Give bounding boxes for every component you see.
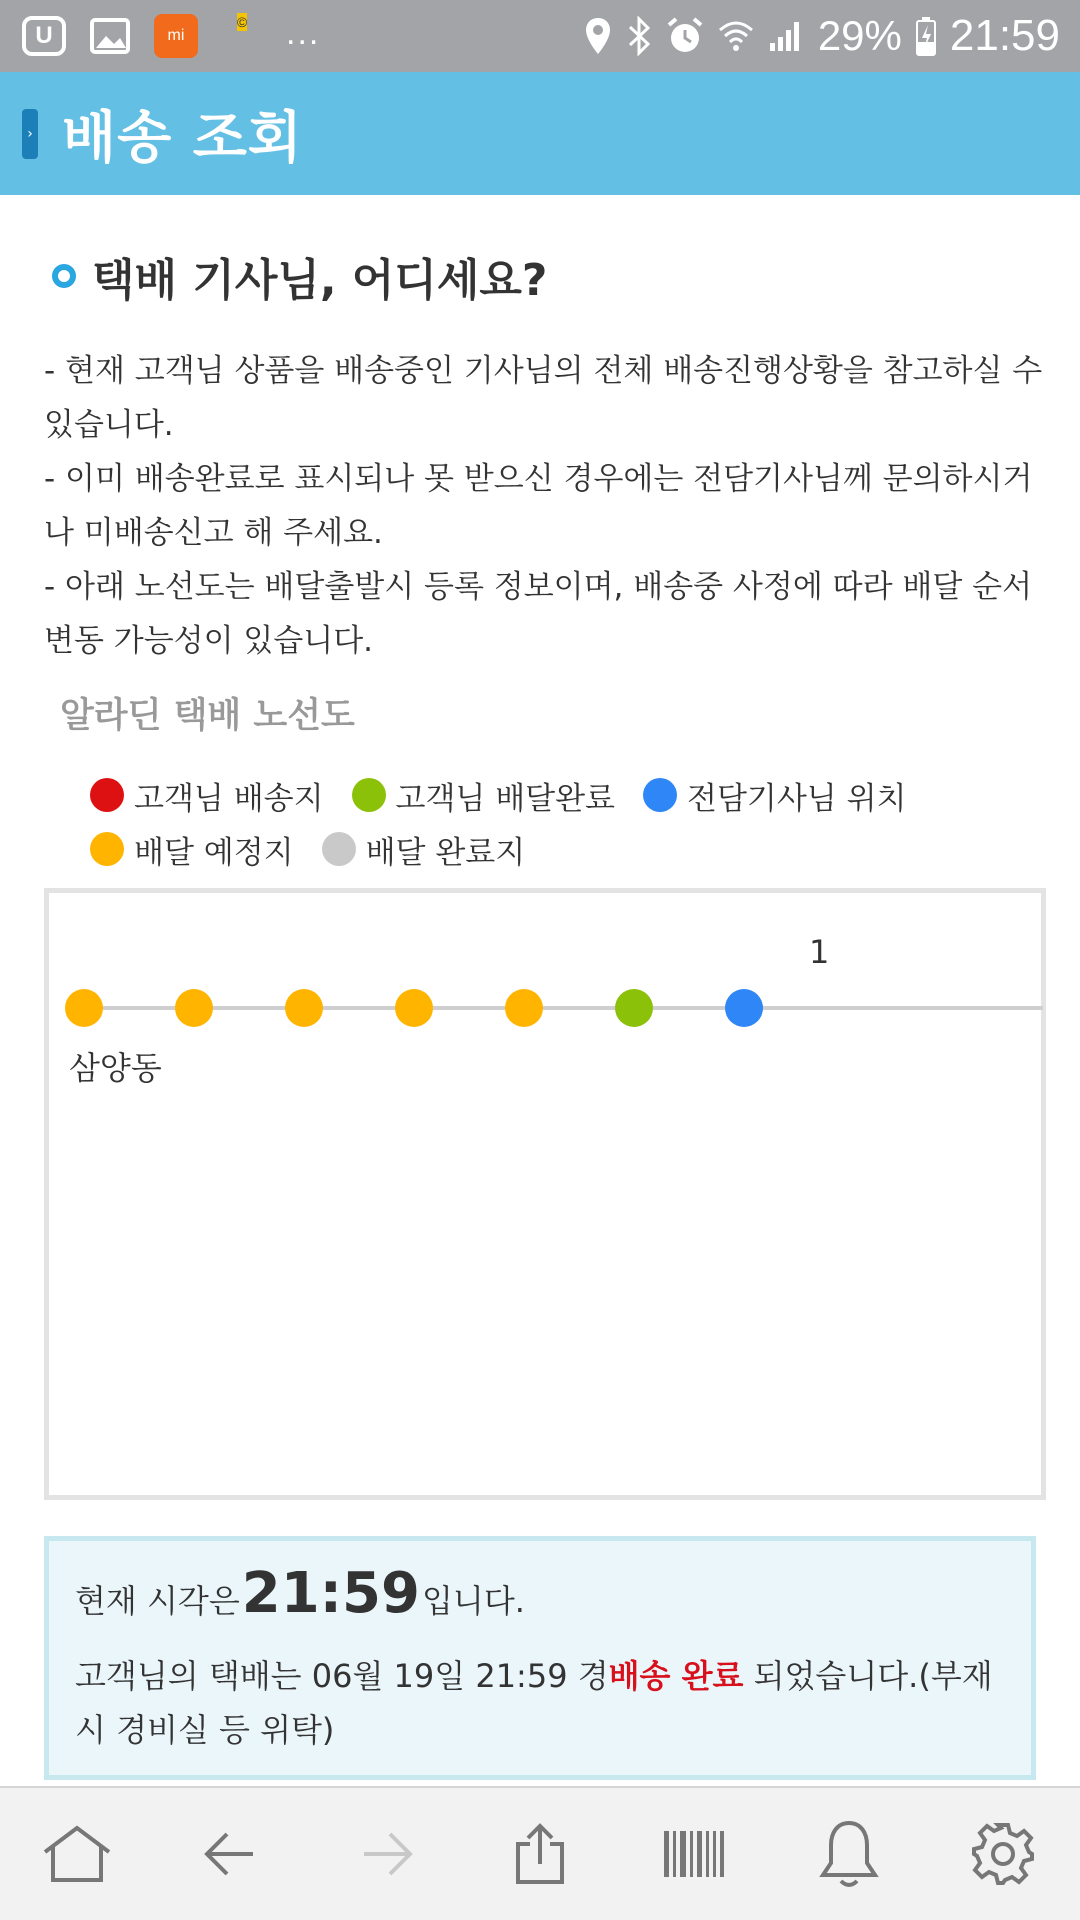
delivery-status-box [44, 1536, 1036, 1780]
route-stop [725, 989, 763, 1027]
status-bar [0, 0, 1080, 72]
stop-label-samyang: 삼양동 [69, 1049, 162, 1087]
alarm-icon [666, 16, 704, 56]
route-stop [285, 989, 323, 1027]
legend-completed-stop [322, 827, 526, 872]
delivery-prefix: 고객님의 택배는 06월 19일 21:59 경 [75, 1657, 609, 1695]
route-map-title: 알라딘 택배 노선도 [60, 696, 355, 736]
legend-label: 고객님 배달완료 [395, 780, 616, 817]
gallery-icon [90, 18, 130, 54]
legend-dot-blue [643, 778, 677, 812]
current-time-line [75, 1561, 1005, 1649]
route-stop [505, 989, 543, 1027]
settings-gear-icon [970, 1821, 1036, 1887]
time-suffix: 입니다. [422, 1582, 525, 1620]
legend-label: 고객님 배송지 [134, 780, 324, 817]
wifi-icon [718, 18, 754, 54]
notice-item: - 현재 고객님 상품을 배송중인 기사님의 전체 배송진행상황을 참고하실 수 있습니다. [44, 353, 1043, 443]
stop-count-marker: 1 [809, 933, 830, 971]
forward-button[interactable] [341, 1809, 431, 1899]
bluetooth-icon [626, 16, 652, 56]
legend-dot-gray [322, 832, 356, 866]
legend-label: 배달 예정지 [134, 834, 294, 871]
legend-dot-orange [90, 832, 124, 866]
current-time: 21:59 [241, 1561, 420, 1626]
route-stop [615, 989, 653, 1027]
circle-bullet-icon [52, 264, 76, 288]
location-icon [584, 16, 612, 56]
section-heading [52, 244, 547, 308]
route-legend [90, 768, 1050, 876]
time-prefix: 현재 시각은 [75, 1582, 240, 1620]
mi-app-icon [154, 14, 198, 58]
notice-list [44, 344, 1044, 668]
legend-customer-delivered [352, 773, 615, 818]
notice-item: - 아래 노선도는 배달출발시 등록 정보이며, 배송중 사정에 따라 배달 순서 변동 가능성이 있습니다. [44, 569, 1033, 659]
route-stop [175, 989, 213, 1027]
home-button[interactable] [32, 1809, 122, 1899]
status-time: 21:59 [949, 11, 1060, 60]
signal-icon [768, 19, 804, 53]
route-line [93, 1006, 1043, 1010]
side-menu-tab[interactable]: › [22, 109, 38, 159]
battery-percent: 29% [817, 12, 902, 59]
share-icon [514, 1822, 566, 1886]
mi-app-label: mi [167, 27, 185, 44]
page-header [0, 72, 1080, 195]
battery-charging-icon [916, 16, 936, 56]
legend-dot-red [90, 778, 124, 812]
section-title: 택배 기사님, 어디세요? [92, 255, 548, 306]
delivery-suffix: 되었습니다.(부재시 경비실 등 위탁) [75, 1657, 993, 1749]
route-map [44, 888, 1046, 1500]
legend-driver-location [643, 773, 906, 818]
bell-icon [819, 1819, 879, 1889]
route-stop [395, 989, 433, 1027]
legend-dot-green [352, 778, 386, 812]
c-app-icon [222, 13, 262, 59]
settings-button[interactable] [958, 1809, 1048, 1899]
bottom-navigation [0, 1786, 1080, 1920]
app-u-icon: U [22, 16, 66, 56]
home-icon [39, 1824, 115, 1884]
back-button[interactable] [186, 1809, 276, 1899]
legend-label: 배달 완료지 [365, 834, 526, 871]
more-notifications: ... [286, 14, 321, 52]
forward-arrow-icon [358, 1826, 414, 1882]
notification-button[interactable] [804, 1809, 894, 1899]
barcode-button[interactable] [649, 1809, 739, 1899]
barcode-icon [662, 1829, 726, 1879]
share-button[interactable] [495, 1809, 585, 1899]
page-title: 배송 조회 [62, 105, 303, 171]
notice-item: - 이미 배송완료로 표시되나 못 받으신 경우에는 전담기사님께 문의하시거나 미배송신고 해 주세요. [44, 461, 1033, 551]
delivery-status: 배송 완료 [608, 1657, 744, 1695]
back-arrow-icon [203, 1826, 259, 1882]
delivery-status-text [75, 1649, 1005, 1757]
legend-label: 전담기사님 위치 [687, 780, 907, 817]
legend-scheduled-stop [90, 827, 294, 872]
c-app-label: © [236, 14, 248, 30]
legend-customer-destination [90, 773, 324, 818]
route-stop [65, 989, 103, 1027]
